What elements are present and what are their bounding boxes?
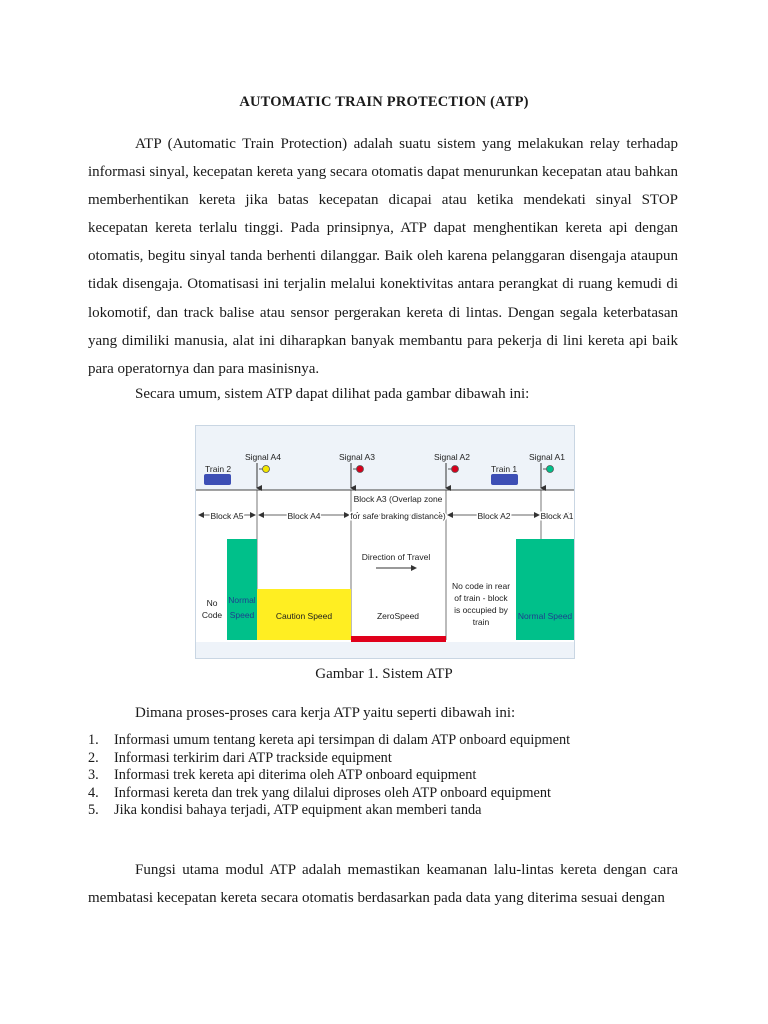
zero-speed-label: ZeroSpeed bbox=[376, 611, 420, 621]
paragraph-function bbox=[88, 856, 678, 912]
list-item bbox=[88, 750, 570, 768]
signal-a3-lamp bbox=[357, 466, 364, 473]
block-a4-label: Block A4 bbox=[287, 511, 321, 521]
signal-a1-label: Signal A1 bbox=[529, 452, 565, 462]
bottom-band bbox=[196, 642, 574, 658]
list-item-number: 3. bbox=[88, 767, 99, 783]
block-a5-label: Block A5 bbox=[210, 511, 244, 521]
list-item bbox=[88, 802, 570, 820]
list-item bbox=[88, 767, 570, 785]
figure-intro-text: Secara umum, sistem ATP dapat dilihat pada gambar dibawah ini: bbox=[135, 386, 530, 402]
no-code-rear-line2: of train - block bbox=[454, 593, 508, 603]
list-item-number: 1. bbox=[88, 732, 99, 748]
paragraph-intro-text: ATP (Automatic Train Protection) adalah suatu sistem yang melakukan relay terhadap informasi sinyal, kecepatan kereta yang secara otomatis dapat menurunkan kecepatan atau bahkan memberhentikan kereta jika batas kecepatan dicapai atau ketika mendekati sinyal STOP kecepatan kereta terlalu tinggi. Pada prinsipnya, ATP dapat menghentikan kereta api dengan otomatis, begitu sinyal tanda berhenti dilanggar. Baik oleh karena pelanggaran disengaja ataupun tidak disengaja. Otomatisasi ini terjalin melalui konektivitas antara perangkat di ruang kemudi di lokomotif, dan track balise atau sensor pergerakan kereta di lintas. Dengan segala keterbatasan yang dimiliki manusia, alat ini diharapkan banyak membantu para pekerja di lini kereta api baik para operatornya dan para masinisnya. bbox=[88, 136, 678, 377]
signal-a1-lamp bbox=[547, 466, 554, 473]
list-item bbox=[88, 732, 570, 750]
signal-a3-label: Signal A3 bbox=[339, 452, 375, 462]
zero-speed-zone bbox=[351, 636, 446, 642]
signal-a4-lamp bbox=[263, 466, 270, 473]
direction-label: Direction of Travel bbox=[361, 552, 431, 562]
process-steps-list bbox=[88, 732, 570, 820]
train-2-icon bbox=[204, 474, 231, 485]
signal-a4-label: Signal A4 bbox=[245, 452, 281, 462]
process-intro-text: Dimana proses-proses cara kerja ATP yaitu seperti dibawah ini: bbox=[135, 705, 516, 721]
list-item-text: Informasi umum tentang kereta api tersimpan di dalam ATP onboard equipment bbox=[114, 732, 571, 748]
no-code-rear-line4: train bbox=[472, 617, 490, 627]
list-item-number: 4. bbox=[88, 784, 99, 801]
paragraph-intro bbox=[88, 130, 678, 383]
no-code-label-line1: No bbox=[206, 598, 218, 608]
atp-diagram-svg bbox=[196, 426, 574, 658]
caution-speed-label: Caution Speed bbox=[275, 611, 333, 621]
normal-speed-a5-line2: Speed bbox=[229, 610, 255, 620]
block-a3-label-line1: Block A3 (Overlap zone bbox=[353, 494, 443, 504]
list-item-number: 5. bbox=[88, 802, 99, 818]
block-a1-label: Block A1 bbox=[540, 511, 574, 521]
list-item-text: Jika kondisi bahaya terjadi, ATP equipment akan memberi tanda bbox=[114, 802, 482, 818]
list-item-number: 2. bbox=[88, 749, 99, 766]
normal-speed-zone-a5 bbox=[227, 539, 257, 640]
normal-speed-a1-label: Normal Speed bbox=[517, 611, 573, 621]
normal-speed-zone-a1 bbox=[516, 539, 574, 640]
train-2-label: Train 2 bbox=[205, 464, 232, 474]
figure-caption: Gambar 1. Sistem ATP bbox=[315, 666, 453, 682]
no-code-rear-line3: is occupied by bbox=[454, 605, 508, 615]
list-item-text: Informasi terkirim dari ATP trackside equipment bbox=[114, 749, 392, 766]
list-item-text: Informasi kereta dan trek yang dilalui diproses oleh ATP onboard equipment bbox=[114, 784, 552, 801]
no-code-label-line2: Code bbox=[201, 610, 223, 620]
list-item-text: Informasi trek kereta api diterima oleh ATP onboard equipment bbox=[114, 767, 477, 783]
signal-a2-label: Signal A2 bbox=[434, 452, 470, 462]
atp-diagram bbox=[195, 425, 575, 659]
train-1-label: Train 1 bbox=[491, 464, 518, 474]
block-a2-label: Block A2 bbox=[477, 511, 511, 521]
signal-a2-lamp bbox=[452, 466, 459, 473]
paragraph-function-text: Fungsi utama modul ATP adalah memastikan keamanan lalu-lintas kereta dengan cara membatasi kecepatan kereta secara otomatis berdasarkan pada data yang diterima sesuai dengan bbox=[88, 862, 678, 907]
block-a3-label-line2: for safe braking distance) bbox=[350, 511, 446, 521]
list-item bbox=[88, 785, 570, 803]
page-title: AUTOMATIC TRAIN PROTECTION (ATP) bbox=[239, 94, 529, 110]
train-1-icon bbox=[491, 474, 518, 485]
normal-speed-a5-line1: Normal bbox=[228, 595, 256, 605]
no-code-rear-line1: No code in rear bbox=[451, 581, 511, 591]
